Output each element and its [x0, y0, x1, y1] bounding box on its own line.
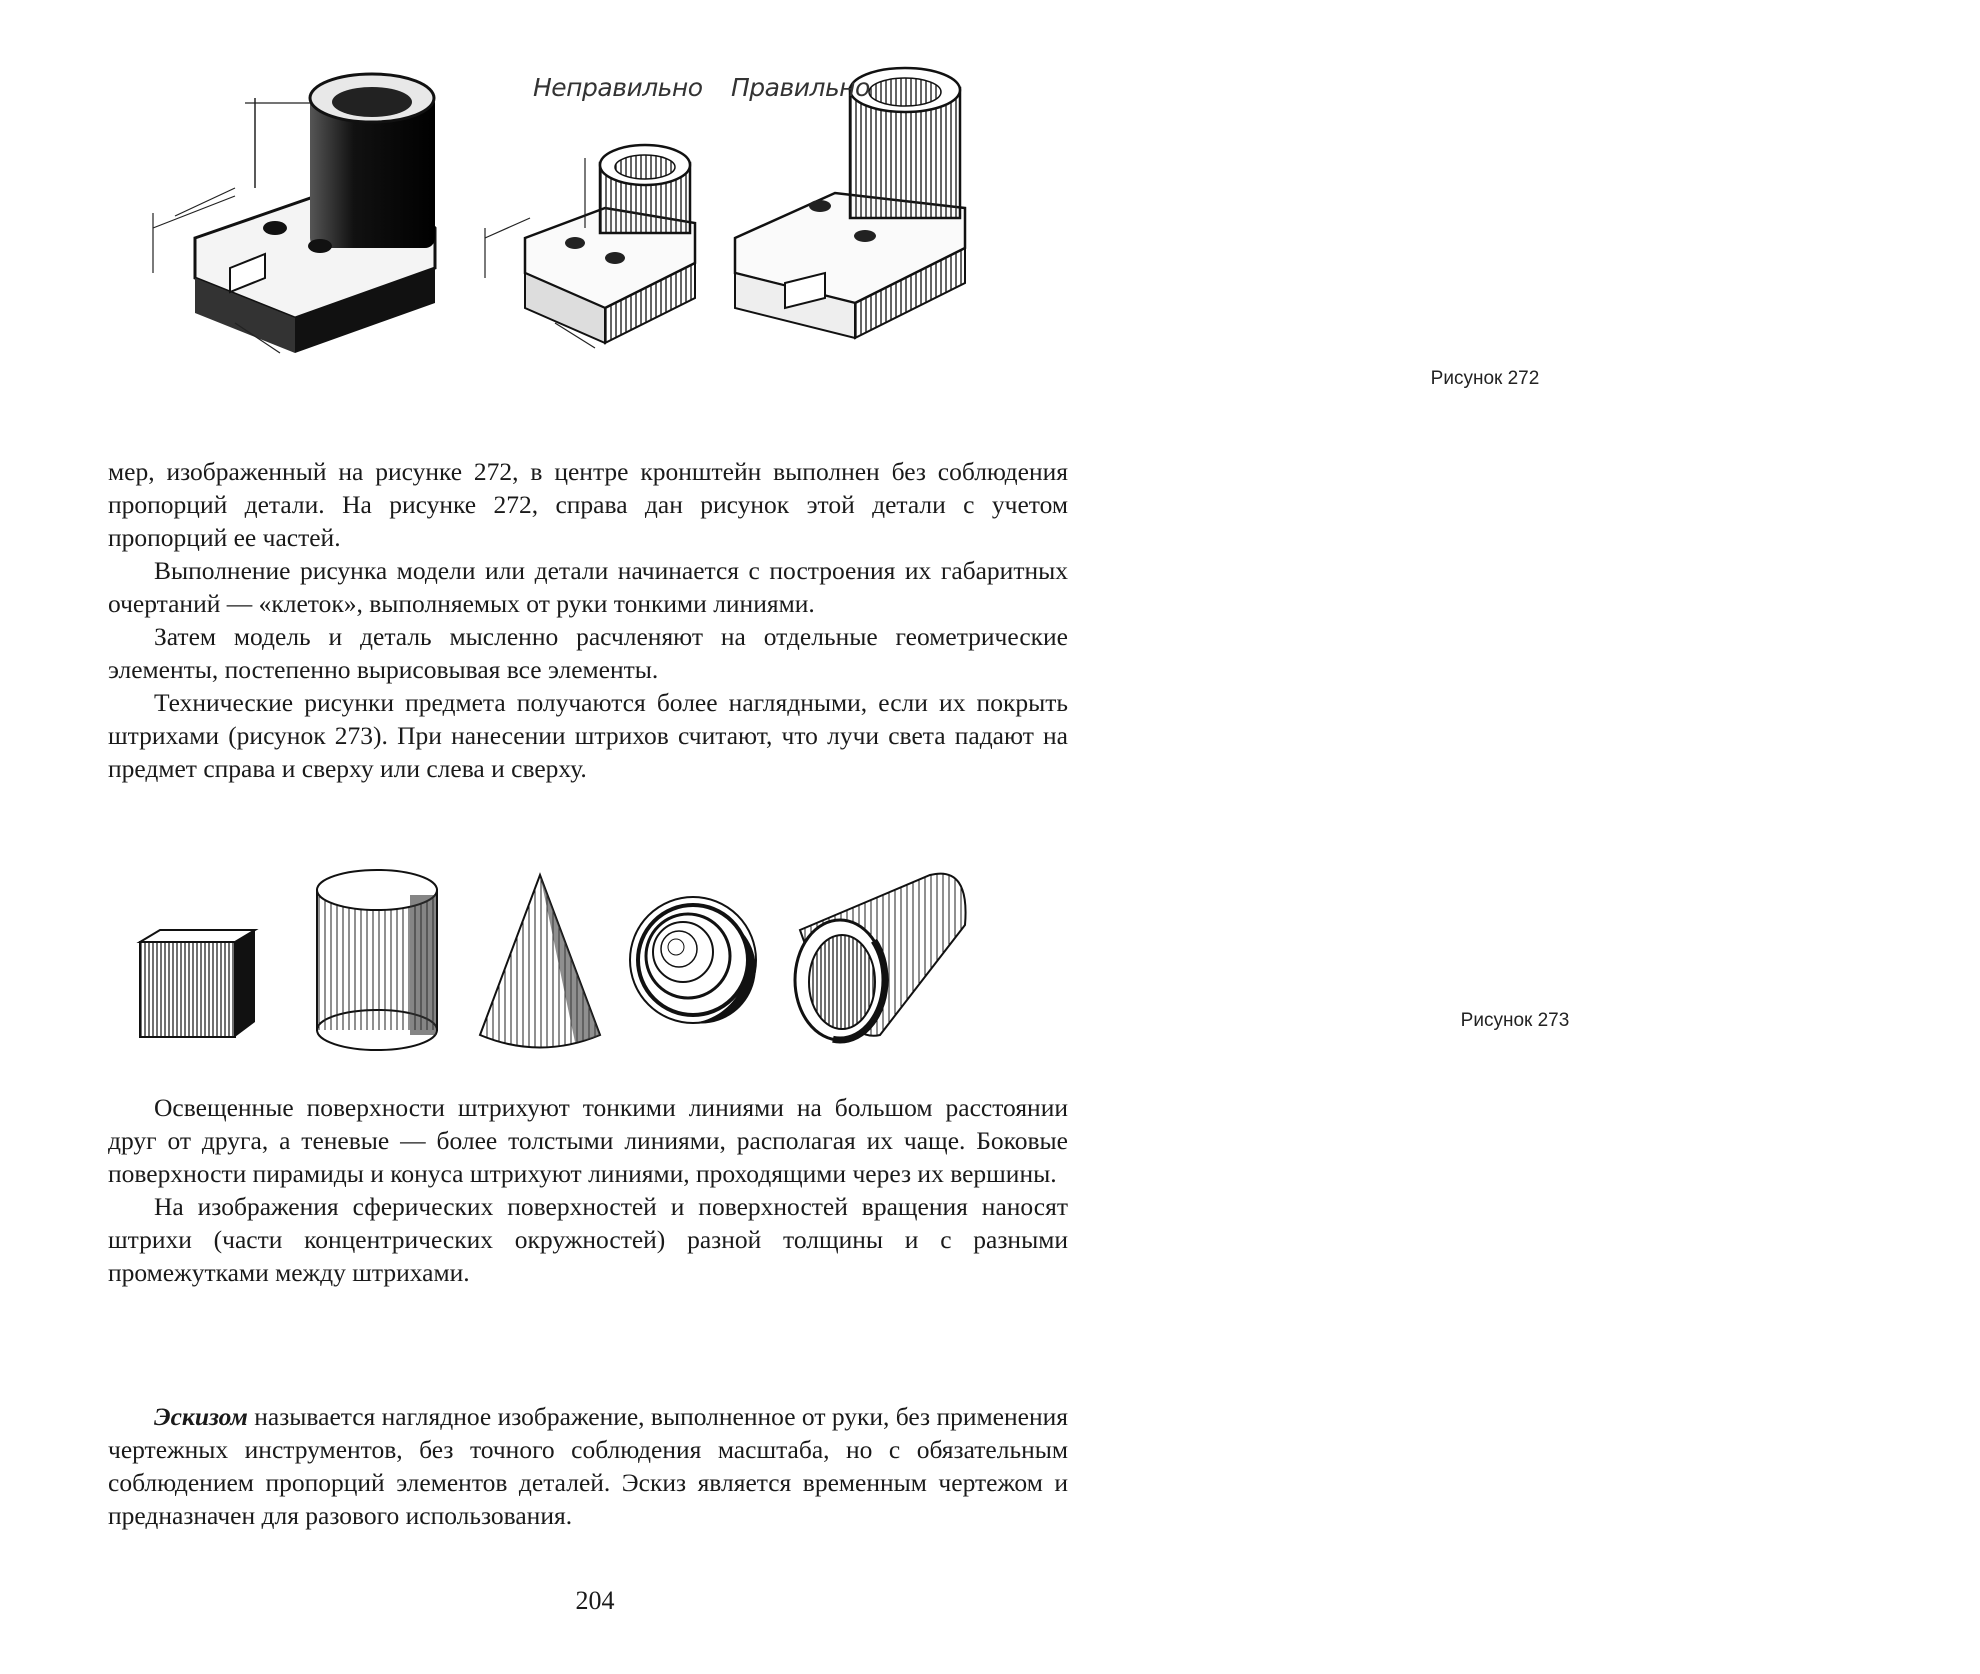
label-wrong: Неправильно — [533, 73, 703, 102]
text-block-sketch — [108, 1400, 1068, 1532]
cone-icon — [480, 875, 600, 1048]
paragraph: Выполнение рисунка модели или детали начинается с построения их габаритных очертаний — «клеток», выполняемых от руки тонкими линиями. — [108, 556, 1068, 618]
sketch-definition-text: называется наглядное изображение, выполненное от руки, без применения чертежных инструментов, без точного соблюдения масштаба, но с обязательным соблюдением пропорций элементов деталей. Эскиз является временным чертежом и предназначен для разового использования. — [108, 1402, 1068, 1530]
paragraph: Освещенные поверхности штрихуют тонкими линиями на большом расстоянии друг от друга, а теневые — более толстыми линиями, располагая их чаще. Боковые поверхности пирамиды и конуса штрихуют линиями, проходящими через их вершины. — [108, 1093, 1068, 1188]
figure-272 — [135, 68, 1540, 390]
caption-272: Рисунок 272 — [1430, 368, 1540, 389]
paragraph: мер, изображенный на рисунке 272, в центре кронштейн выполнен без соблюдения пропорций детали. На рисунке 272, справа дан рисунок этой детали с учетом пропорций ее частей. — [108, 457, 1068, 552]
sphere-icon — [630, 897, 756, 1024]
paragraph: Технические рисунки предмета получаются более наглядными, если их покрыть штрихами (рисунок 273). При нанесении штрихов считают, что лучи света падают на предмет справа и сверху или слева и сверху. — [108, 688, 1068, 783]
page-number: 204 — [575, 1586, 615, 1615]
truncated-cone-icon — [795, 874, 966, 1040]
figure-272-drawing — [135, 68, 1035, 368]
text-block-top — [108, 455, 1068, 785]
sketch-definition — [108, 1400, 1068, 1532]
label-right: Правильно — [731, 73, 870, 102]
bracket-middle — [485, 145, 695, 348]
figure-273-drawing — [120, 870, 1050, 1070]
cylinder-icon — [316, 870, 438, 1050]
term-sketch: Эскизом — [154, 1402, 248, 1431]
text-block-middle — [108, 1091, 1068, 1289]
paragraph: На изображения сферических поверхностей и поверхностей вращения наносят штрихи (части концентрических окружностей) разной толщины и с разными промежутками между штрихами. — [108, 1192, 1068, 1287]
paragraph: Затем модель и деталь мысленно расчленяют на отдельные геометрические элементы, постепенно вырисовывая все элементы. — [108, 622, 1068, 684]
bracket-right — [735, 68, 965, 338]
caption-273: Рисунок 273 — [1460, 1010, 1570, 1031]
bracket-left — [153, 74, 435, 353]
figure-273 — [120, 870, 1570, 1070]
cube-icon — [140, 930, 255, 1037]
